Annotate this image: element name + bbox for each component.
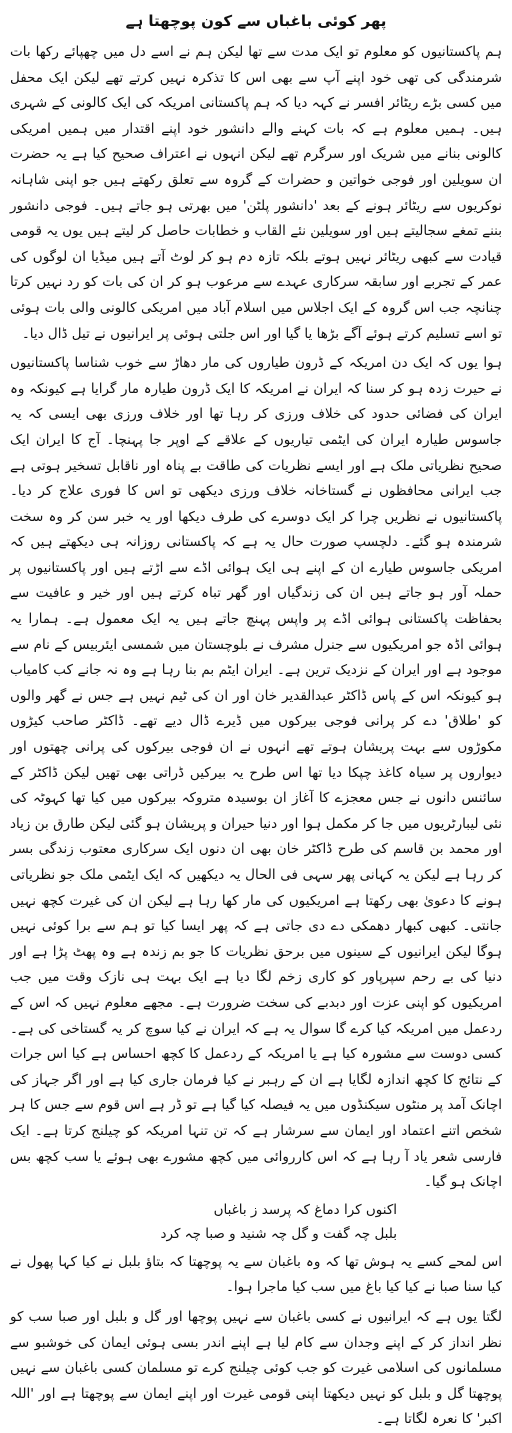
article-title: پھر کوئی باغباں سے کون پوچھتا ہے [125,12,387,30]
paragraph-1: ہم پاکستانیوں کو معلوم تو ایک مدت سے تھا لیکن ہم نے اسے دل میں چھپائے رکھا بات شرمندگی کی تھی خود اپنے آپ سے بھی اس کا تذکرہ نہیں کرتے تھے لیکن ایک محفل میں کسی بڑے ریٹائر افسر نے کہہ دیا کہ ہم پاکستانی امریکہ کی ایک کالونی کے شہری ہیں۔ ہمیں معلوم ہے کہ بات کہنے والے دانشور خود اپنے اقتدار میں ہمیں امریکی کالونی بنانے میں شریک اور سرگرم تھے لیکن انہوں نے اعتراف صحیح کیا ہے یہ حضرت ان سویلین اور فوجی خواتین و حضرات کے گروہ سے تعلق رکھتے ہیں جو اپنی شاہانہ نوکریوں سے ریٹائر ہونے کے بعد 'دانشور پلٹن' میں بھرتی ہو جاتے ہیں۔ فوجی دانشور بننے تمغے سجالیتے ہیں اور سویلین نئے القاب و خطابات حاصل کر لیتے ہیں یوں یہ قومی قیادت سے کبھی ریٹائر نہیں ہوتے بلکہ تازہ دم ہو کر لوٹ آتے ہیں میڈیا ان لوگوں کی عمر کے تجربے اور سابقہ سرکاری عہدے سے مرعوب ہو کر ان کی بات کو رد نہیں کرتا چنانچہ جب اس گروہ کے ایک اجلاس میں اسلام آباد میں امریکی کالونی والی بات ہوئی تو اسے تسلیم کرتے ہوئے آگے بڑھا یا گیا اور اس جلتی ہوئی پر ایرانیوں نے تیل ڈال دیا۔ [10,44,502,342]
paragraph-3: اس لمحے کسے یہ ہوش تھا کہ وہ باغبان سے یہ پوچھتا کہ بتاؤ بلبل نے کیا کہا پھول نے کیا سنا صبا نے کیا کیا باغ میں سب کیا ماجرا ہوا۔ [10,1253,502,1296]
verse-line-1: اکنوں کرا دماغ کہ پرسد ز باغباں [213,1201,397,1218]
persian-verse [10,1198,502,1246]
paragraph-2: ہوا یوں کہ ایک دن امریکہ کے ڈرون طیاروں کی مار دھاڑ سے خوب شناسا پاکستانیوں نے حیرت زدہ ہو کر سنا کہ ایران نے امریکہ کا ایک ڈرون طیارہ مار گرایا ہے کیونکہ وہ ایران کی فضائی حدود کی خلاف ورزی کر رہا تھا اور خلاف ورزی بھی ایسی کہ یہ جاسوس طیارہ ایران کی ایٹمی تیاریوں کے علاقے کے اوپر جا پہنچا۔ آج کا ایران ایک صحیح نظریاتی ملک ہے اور ایسے نظریات کی طاقت بے پناہ اور ناقابل تسخیر ہوتی ہے جب ایرانی محافظوں نے گستاخانہ خلاف ورزی دیکھی تو اس کا فوری علاج کر دیا۔ پاکستانیوں نے نظریں چرا کر ایک دوسرے کی طرف دیکھا اور یہ خبر سن کر وہ سخت شرمندہ ہو گئے۔ دلچسپ صورت حال یہ ہے کہ پاکستانی روزانہ ہی دیکھتے ہیں کہ امریکی جاسوس طیارے ان کے اپنے ہی ایک ہوائی اڈے سے اڑتے ہیں اور پاکستانیوں پر حملہ آور ہو جاتے ہیں ان کی زندگیاں اور گھر تباہ کرتے ہیں اور خیر و عافیت سے بحفاظت پاکستانی ہوائی اڈے پر واپس پہنچ جاتے ہیں یہ ایک معمول ہے۔ ہمارا یہ ہوائی اڈہ جو امریکیوں سے جنرل مشرف نے بلوچستان میں شمسی ایئربیس کے نام سے موجود ہے اور ایران کے نزدیک ترین ہے۔ ایران ایٹم بم بنا رہا ہے وہ نہ جانے کب کامیاب ہو کیونکہ اس کے پاس ڈاکٹر عبدالقدیر خان اور ان کی ٹیم نہیں ہے جس نے گھر والوں کو 'طلاق' دے کر پرانی فوجی بیرکوں میں ڈیرے ڈال دیے تھے۔ ڈاکٹر صاحب کیڑوں مکوڑوں سے بہت پریشان ہوتے تھے انہوں نے ان فوجی بیرکوں کی پرانی چھتوں اور دیواروں پر سیاہ کاغذ چپکا دیا تھا اس طرح یہ بیرکیں ڈراتی بھی تھیں لیکن ڈاکٹر کے سائنس دانوں نے جس معجزے کا آغاز ان بوسیدہ متروکہ بیرکوں میں کیا تھا کہوٹہ کی نئی لیبارٹریوں میں جا کر مکمل ہوا اور دنیا حیران و پریشان ہو گئی لیکن طارق بن زیاد اور محمد بن قاسم کی طرح ڈاکٹر خان بھی ان دنوں ایک سرکاری معتوب زندگی بسر کر رہا ہے لیکن یہ کہانی پھر سہی فی الحال یہ دیکھیں کہ ایک ایٹمی ملک جو نظریاتی ہونے کا دعویٰ بھی رکھتا ہے امریکیوں کی مار کھا رہا ہے لیکن ان کی غیرت کچھ نہیں جانتی۔ کبھی کبھار دھمکی دے دی جاتی ہے کہ پھر ایسا کیا تو ہم سے برا کوئی نہیں ہوگا لیکن ایرانیوں کے سینوں میں برحق نظریات کا جو بم زندہ ہے وہ پھٹ پڑا ہے اور دنیا کی بے رحم سپرپاور کو کاری زخم لگا دیا ہے ایک بہت ہی نازک وقت میں جب امریکیوں کو اپنی عزت اور دبدبے کی سخت ضرورت ہے۔ مجھے معلوم نہیں کہ اس کے ردعمل میں امریکہ کیا کرے گا سوال یہ ہے کہ ایران نے کیا سوچ کر یہ گستاخی کی ہے۔ کسی دوست سے مشورہ کیا ہے یا امریکہ کے ردعمل کا کچھ احساس ہے کیا اس جرات کے نتائج کا کچھ اندازہ لگایا ہے ان کے رہبر نے کیا فرمان جاری کیا ہے اور اگر جہاز کی اچانک آمد پر منٹوں سیکنڈوں میں یہ فیصلہ کیا گیا ہے تو ڈر ہے اس قوم سے جس کا ہر شخص اتنے اعتماد اور ایمان سے سرشار ہے کہ تن تنہا امریکہ کو چیلنج کرتا ہے۔ ایک فارسی شعر یاد آ رہا ہے کہ اس کارروائی میں کچھ مشورے بھی ہوئے یا سب کچھ بس اچانک ہو گیا۔ [10,355,502,1191]
paragraph-4: لگتا یوں ہے کہ ایرانیوں نے کسی باغبان سے نہیں پوچھا اور گل و بلبل اور صبا سب کو نظر انداز کر کے اپنے وجدان سے کام لیا ہے اپنے اندر بسی ہوئی ایمان کی خوشبو سے مسلمانوں کی اسلامی غیرت کو جب کوئی چیلنج کرے تو مسلمان کسی باغبان سے نہیں پوچھتا گل و بلبل کو نہیں دیکھتا اپنی قومی غیرت اور اپنے ایمان سے پوچھتا ہے اور 'اللہ اکبر' کا نعرہ لگاتا ہے۔ [10,1308,502,1428]
verse-line-2: بلبل چہ گفت و گل چہ شنید و صبا چہ کرد [160,1225,397,1242]
